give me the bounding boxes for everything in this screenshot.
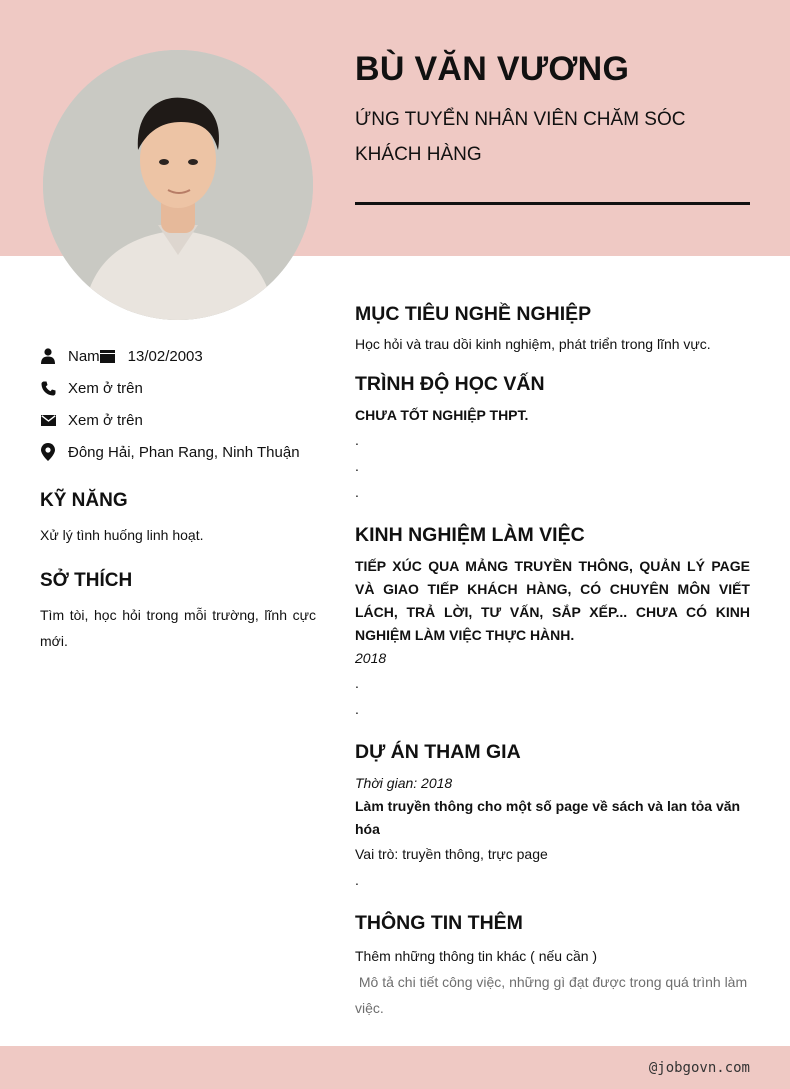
phone-value: Xem ở trên xyxy=(68,379,143,397)
email-value: Xem ở trên xyxy=(68,411,143,429)
experience-section xyxy=(355,521,750,722)
phone-icon xyxy=(40,380,56,396)
experience-year: 2018 xyxy=(355,650,387,666)
projects-section xyxy=(355,738,750,893)
education-section xyxy=(355,370,750,505)
location-pin-icon xyxy=(40,444,56,460)
candidate-name: BÙ VĂN VƯƠNG xyxy=(355,50,630,88)
applied-position: ỨNG TUYỂN NHÂN VIÊN CHĂM SÓC KHÁCH HÀNG xyxy=(355,109,686,165)
gender-item xyxy=(40,348,100,365)
education-level: CHƯA TỐT NGHIỆP THPT. xyxy=(355,407,529,423)
email-row xyxy=(40,404,316,436)
phone-row xyxy=(40,372,316,404)
experience-dot: . xyxy=(355,701,359,717)
address-value: Đông Hải, Phan Rang, Ninh Thuận xyxy=(68,443,300,461)
birthdate-item xyxy=(100,348,203,365)
gender-birthdate-row xyxy=(40,340,316,372)
education-dot: . xyxy=(355,484,359,500)
experience-heading: KINH NGHIỆM LÀM VIỆC xyxy=(355,524,585,546)
hobbies-heading: SỞ THÍCH xyxy=(40,570,133,591)
header-divider xyxy=(355,202,750,205)
objective-heading: MỤC TIÊU NGHỀ NGHIỆP xyxy=(355,303,592,325)
education-dot: . xyxy=(355,432,359,448)
skills-heading: KỸ NĂNG xyxy=(40,490,128,511)
address-row xyxy=(40,436,316,468)
objective-text: Học hỏi và trau dồi kinh nghiệm, phát triển trong lĩnh vực. xyxy=(355,336,711,352)
birthdate-value: 13/02/2003 xyxy=(127,347,203,365)
project-time: Thời gian: 2018 xyxy=(355,775,453,791)
mail-icon xyxy=(40,412,56,428)
additional-hint: Mô tả chi tiết công việc, những gì đạt được trong quá trình làm việc. xyxy=(355,974,752,1016)
gender-value: Nam xyxy=(68,347,100,365)
objective-section xyxy=(355,300,750,354)
hobbies-text: Tìm tòi, học hỏi trong mỗi trường, lĩnh cực mới. xyxy=(40,607,316,649)
left-column xyxy=(40,340,316,654)
right-column xyxy=(355,300,750,1037)
education-dot: . xyxy=(355,458,359,474)
additional-text: Thêm những thông tin khác ( nếu cần ) xyxy=(355,948,598,964)
profile-photo xyxy=(43,50,313,320)
additional-heading: THÔNG TIN THÊM xyxy=(355,912,523,934)
skills-text: Xử lý tình huống linh hoạt. xyxy=(40,527,204,543)
education-heading: TRÌNH ĐỘ HỌC VẤN xyxy=(355,373,545,395)
calendar-icon xyxy=(100,348,116,364)
footer-brand: @jobgovn.com xyxy=(648,1060,750,1076)
experience-dot: . xyxy=(355,675,359,691)
profile-photo-illustration xyxy=(43,50,313,320)
person-icon xyxy=(40,348,56,364)
project-dot: . xyxy=(355,872,359,888)
project-name: Làm truyền thông cho một số page về sách và lan tỏa văn hóa xyxy=(355,798,741,837)
project-role: Vai trò: truyền thông, trực page xyxy=(355,846,548,862)
projects-heading: DỰ ÁN THAM GIA xyxy=(355,741,521,763)
experience-text: TIẾP XÚC QUA MẢNG TRUYỀN THÔNG, QUẢN LÝ PAGE VÀ GIAO TIẾP KHÁCH HÀNG, CÓ CHUYÊN MÔN VIẾT LÁCH, TRẢ LỜI, TƯ VẤN, SẮP XẾP... CHƯA CÓ KINH NGHIỆM LÀM VIỆC THỰC HÀNH. xyxy=(355,558,750,643)
additional-section xyxy=(355,909,750,1021)
